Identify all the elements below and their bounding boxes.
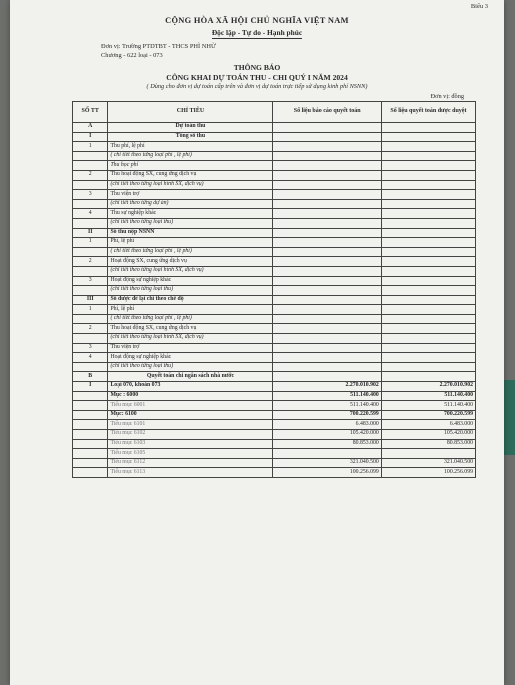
row-value-reported: [273, 266, 381, 276]
header-stt: SỐ TT: [73, 102, 108, 123]
row-item: Tổng số thu: [108, 132, 273, 142]
row-value-reported: [273, 314, 381, 324]
table-body: [73, 123, 476, 478]
row-value-approved: [381, 353, 475, 363]
row-value-reported: [273, 353, 381, 363]
row-value-approved: [381, 276, 475, 286]
row-item: Thu viện trợ: [108, 190, 273, 200]
row-stt: [73, 439, 108, 449]
row-stt: [73, 247, 108, 257]
row-value-reported: 321.040.500: [273, 458, 381, 468]
row-value-reported: [273, 190, 381, 200]
report-title: CÔNG KHAI DỰ TOÁN THU - CHI QUÝ I NĂM 2024: [166, 73, 348, 82]
row-value-approved: [381, 266, 475, 276]
row-stt: [73, 334, 108, 344]
row-item: Tiểu mục 6001: [108, 401, 273, 411]
table-row: [73, 468, 476, 478]
row-value-approved: 2.270.010.902: [381, 382, 475, 392]
table-row: [73, 401, 476, 411]
row-value-approved: [381, 314, 475, 324]
row-value-approved: [381, 305, 475, 315]
row-item: ( chi tiết theo từng loại phí , lệ phí): [108, 247, 273, 257]
row-item: Dự toán thu: [108, 123, 273, 133]
row-stt: [73, 151, 108, 161]
header-item: CHỈ TIÊU: [108, 102, 273, 123]
row-item: Hoạt động SX, cung ứng dịch vụ: [108, 257, 273, 267]
row-value-approved: [381, 257, 475, 267]
row-value-reported: 511.140.400: [273, 391, 381, 401]
table-row: [73, 151, 476, 161]
row-value-approved: [381, 123, 475, 133]
row-value-approved: [381, 286, 475, 296]
table-row: [73, 199, 476, 209]
row-item: Tiểu mục 6113: [108, 468, 273, 478]
row-item: Tiểu mục 6102: [108, 430, 273, 440]
row-item: Mục: 6100: [108, 410, 273, 420]
table-row: [73, 334, 476, 344]
row-stt: [73, 401, 108, 411]
row-value-reported: [273, 276, 381, 286]
row-stt: 3: [73, 343, 108, 353]
form-code: Biểu 3: [470, 3, 488, 10]
row-value-approved: 105.420.000: [381, 430, 475, 440]
table-row: [73, 276, 476, 286]
row-stt: B: [73, 372, 108, 382]
row-value-approved: [381, 362, 475, 372]
row-stt: [73, 161, 108, 171]
row-stt: 2: [73, 257, 108, 267]
row-stt: I: [73, 382, 108, 392]
table-row: [73, 353, 476, 363]
row-value-approved: [381, 180, 475, 190]
row-item: Thu học phí: [108, 161, 273, 171]
row-value-approved: [381, 218, 475, 228]
row-value-approved: 6.483.000: [381, 420, 475, 430]
row-value-approved: 511.140.400: [381, 391, 475, 401]
motto-text: Độc lập - Tự do - Hạnh phúc: [211, 28, 303, 37]
row-stt: [73, 468, 108, 478]
row-item: Mục : 6000: [108, 391, 273, 401]
nation-heading: CỘNG HÒA XÃ HỘI CHỦ NGHĨA VIỆT NAM: [165, 16, 349, 25]
row-item: Thu hoạt động SX, cung ứng dịch vụ: [108, 324, 273, 334]
row-item: Hoạt động sự nghiệp khác: [108, 276, 273, 286]
row-value-reported: [273, 161, 381, 171]
row-item: Thu sự nghiệp khác: [108, 209, 273, 219]
table-row: [73, 123, 476, 133]
row-stt: [73, 420, 108, 430]
table-row: [73, 170, 476, 180]
row-value-approved: [381, 190, 475, 200]
row-value-approved: [381, 343, 475, 353]
row-value-reported: [273, 334, 381, 344]
row-value-reported: [273, 362, 381, 372]
row-item: (chi tiết theo từng loại thu): [108, 218, 273, 228]
row-value-approved: [381, 334, 475, 344]
table-row: [73, 218, 476, 228]
row-item: Tiểu mục 6105: [108, 449, 273, 459]
row-stt: 3: [73, 190, 108, 200]
row-stt: 1: [73, 238, 108, 248]
row-value-approved: [381, 295, 475, 305]
table-row: [73, 410, 476, 420]
table-row: [73, 391, 476, 401]
row-value-reported: [273, 343, 381, 353]
row-value-reported: [273, 247, 381, 257]
row-stt: [73, 218, 108, 228]
row-value-approved: 100.256.099: [381, 468, 475, 478]
row-value-reported: [273, 372, 381, 382]
row-value-approved: 80.853.000: [381, 439, 475, 449]
table-row: [73, 458, 476, 468]
row-value-approved: [381, 199, 475, 209]
row-item: Tiểu mục 6101: [108, 420, 273, 430]
row-value-approved: 321.040.500: [381, 458, 475, 468]
row-stt: 1: [73, 142, 108, 152]
header-value2: Số liệu quyết toán được duyệt: [381, 102, 475, 123]
document-page: [10, 0, 504, 685]
table-row: [73, 238, 476, 248]
row-item: Quyết toán chi ngân sách nhà nước: [108, 372, 273, 382]
row-value-reported: 700.220.599: [273, 410, 381, 420]
row-item: (chi tiết theo từng loại hình SX, dịch vụ): [108, 266, 273, 276]
report-note: ( Dùng cho đơn vị dự toán cấp trên và đơn vị dự toán trực tiếp sử dụng kinh phí NSNN): [146, 83, 368, 90]
row-stt: [73, 199, 108, 209]
row-value-reported: [273, 238, 381, 248]
table-row: [73, 180, 476, 190]
row-stt: [73, 314, 108, 324]
table-header-row: [73, 102, 476, 123]
row-value-reported: [273, 132, 381, 142]
row-value-approved: [381, 372, 475, 382]
row-value-reported: 105.420.000: [273, 430, 381, 440]
row-value-reported: [273, 199, 381, 209]
table-row: [73, 343, 476, 353]
row-stt: [73, 391, 108, 401]
row-item: Hoạt động sự nghiệp khác: [108, 353, 273, 363]
table-row: [73, 420, 476, 430]
row-stt: [73, 458, 108, 468]
table-row: [73, 439, 476, 449]
motto: [10, 28, 504, 37]
row-item: ( chi tiết theo từng loại phí , lệ phí): [108, 314, 273, 324]
row-stt: 3: [73, 276, 108, 286]
row-value-reported: [273, 209, 381, 219]
notice-title: THÔNG BÁO: [233, 63, 281, 72]
row-value-reported: [273, 142, 381, 152]
header-value1: Số liệu báo cáo quyết toán: [273, 102, 381, 123]
row-value-approved: [381, 170, 475, 180]
table-row: [73, 247, 476, 257]
row-value-reported: [273, 170, 381, 180]
row-value-reported: [273, 228, 381, 238]
row-stt: 1: [73, 305, 108, 315]
row-value-reported: [273, 218, 381, 228]
row-value-reported: [273, 324, 381, 334]
row-stt: 4: [73, 353, 108, 363]
row-value-reported: 511.140.400: [273, 401, 381, 411]
table-row: [73, 142, 476, 152]
row-value-approved: [381, 449, 475, 459]
chapter-line: Chương - 622 loại - 073: [101, 52, 163, 59]
row-stt: III: [73, 295, 108, 305]
row-value-reported: [273, 295, 381, 305]
row-item: Thu hoạt động SX, cung ứng dịch vụ: [108, 170, 273, 180]
row-item: Loại 070, khoản 073: [108, 382, 273, 392]
row-item: (chi tiết theo từng dự án): [108, 199, 273, 209]
row-stt: 2: [73, 170, 108, 180]
row-stt: 2: [73, 324, 108, 334]
row-item: Số được để lại chi theo chế độ: [108, 295, 273, 305]
table-row: [73, 362, 476, 372]
row-value-approved: [381, 151, 475, 161]
table-row: [73, 305, 476, 315]
row-stt: [73, 180, 108, 190]
table-row: [73, 228, 476, 238]
row-item: Tiểu mục 6112: [108, 458, 273, 468]
table-row: [73, 190, 476, 200]
row-value-reported: [273, 449, 381, 459]
table-row: [73, 449, 476, 459]
row-value-reported: [273, 305, 381, 315]
table-row: [73, 314, 476, 324]
row-item: Thu phí, lệ phí: [108, 142, 273, 152]
row-stt: 4: [73, 209, 108, 219]
row-item: Thu viện trợ: [108, 343, 273, 353]
table-row: [73, 161, 476, 171]
row-value-reported: 100.256.099: [273, 468, 381, 478]
row-value-approved: [381, 324, 475, 334]
row-stt: II: [73, 228, 108, 238]
table-row: [73, 295, 476, 305]
row-value-reported: 80.853.000: [273, 439, 381, 449]
row-stt: [73, 362, 108, 372]
row-value-reported: [273, 257, 381, 267]
currency-unit: Đơn vị: đồng: [430, 93, 464, 100]
row-value-reported: [273, 123, 381, 133]
table-row: [73, 266, 476, 276]
table-row: [73, 132, 476, 142]
table-row: [73, 372, 476, 382]
row-stt: [73, 430, 108, 440]
row-item: (chi tiết theo từng loại hình SX, dịch vụ): [108, 180, 273, 190]
row-value-approved: [381, 142, 475, 152]
table-row: [73, 324, 476, 334]
table-row: [73, 257, 476, 267]
table-row: [73, 382, 476, 392]
budget-table: [72, 101, 476, 478]
row-value-approved: [381, 228, 475, 238]
row-value-reported: [273, 180, 381, 190]
table-row: [73, 286, 476, 296]
row-value-approved: 700.220.599: [381, 410, 475, 420]
row-value-reported: [273, 151, 381, 161]
row-stt: [73, 410, 108, 420]
row-item: Phí, lệ phí: [108, 305, 273, 315]
table-row: [73, 430, 476, 440]
row-value-approved: [381, 238, 475, 248]
row-stt: [73, 286, 108, 296]
table-row: [73, 209, 476, 219]
row-value-reported: 6.483.000: [273, 420, 381, 430]
row-item: (chi tiết theo từng loại thu): [108, 362, 273, 372]
row-stt: [73, 266, 108, 276]
row-value-approved: [381, 247, 475, 257]
row-item: (chi tiết theo từng loại thu): [108, 286, 273, 296]
row-stt: I: [73, 132, 108, 142]
row-item: (chi tiết theo từng loại hình SX, dịch vụ): [108, 334, 273, 344]
row-value-approved: [381, 209, 475, 219]
row-stt: [73, 449, 108, 459]
row-value-reported: 2.270.010.902: [273, 382, 381, 392]
row-value-approved: [381, 132, 475, 142]
row-item: Phí, lệ phí: [108, 238, 273, 248]
unit-name: Đơn vị: Trường PTDTBT - THCS PHÌ NHỪ: [101, 43, 216, 50]
row-value-approved: 511.140.400: [381, 401, 475, 411]
row-value-approved: [381, 161, 475, 171]
row-item: Số thu nộp NSNN: [108, 228, 273, 238]
row-value-reported: [273, 286, 381, 296]
row-item: Tiểu mục 6103: [108, 439, 273, 449]
row-item: ( chi tiết theo từng loại phí , lệ phí): [108, 151, 273, 161]
row-stt: A: [73, 123, 108, 133]
